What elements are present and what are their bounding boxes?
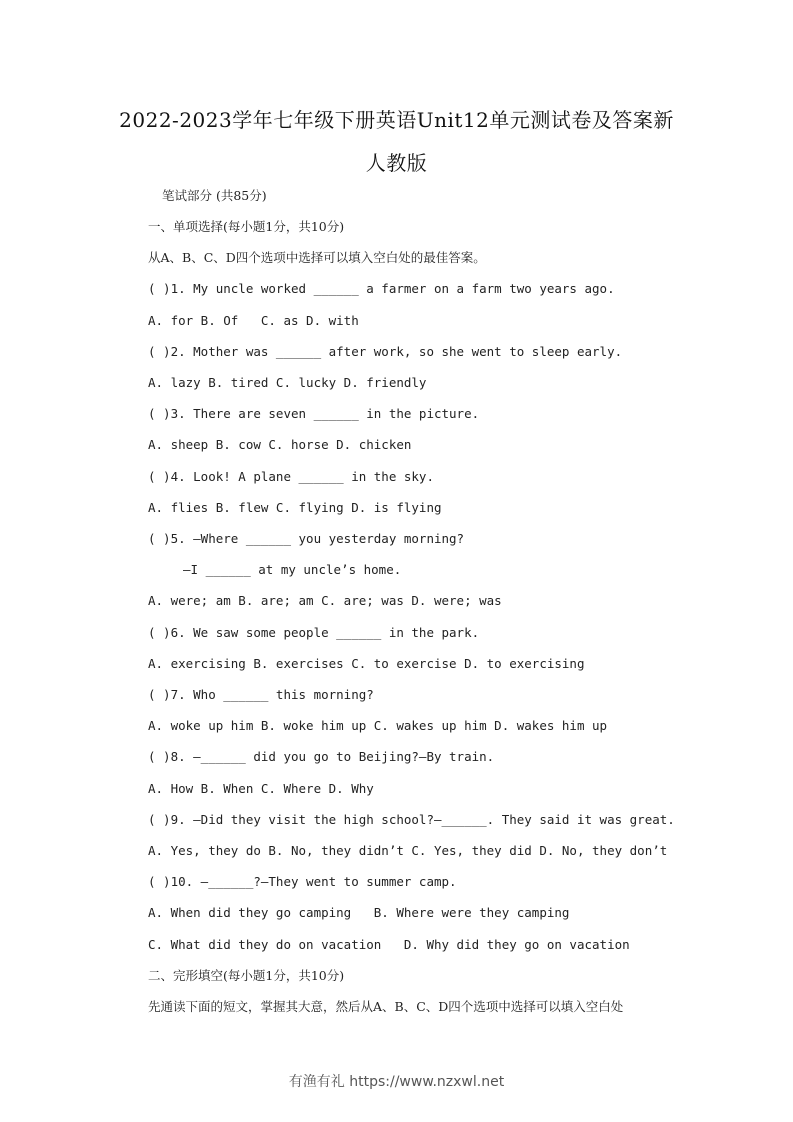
question-3: ( )3. There are seven ______ in the picture. (148, 406, 480, 421)
options-3: A. sheep B. cow C. horse D. chicken (148, 437, 412, 452)
section-written-part: 笔试部分 (共85分) (162, 188, 267, 203)
cloze-instruction: 先通读下面的短文，掌握其大意，然后从A、B、C、D四个选项中选择可以填入空白处 (148, 999, 624, 1014)
question-9: ( )9. —Did they visit the high school?—______. They said it was great. (148, 812, 675, 827)
document-title-line-1: 2022-2023学年七年级下册英语Unit12单元测试卷及答案新 (119, 108, 674, 132)
options-9: A. Yes, they do B. No, they didn’t C. Yes, they did D. No, they don’t (148, 843, 668, 858)
question-5: ( )5. —Where ______ you yesterday morning? (148, 531, 465, 546)
instruction-text: 从A、B、C、D四个选项中选择可以填入空白处的最佳答案。 (148, 250, 486, 265)
section-heading-cloze: 二、完形填空(每小题1分，共10分) (148, 968, 345, 983)
options-7: A. woke up him B. woke him up C. wakes up him D. wakes him up (148, 718, 608, 733)
options-4: A. flies B. flew C. flying D. is flying (148, 500, 442, 515)
question-6: ( )6. We saw some people ______ in the park. (148, 625, 480, 640)
options-5: A. were; am B. are; am C. are; was D. were; was (148, 593, 502, 608)
options-2: A. lazy B. tired C. lucky D. friendly (148, 375, 427, 390)
question-1: ( )1. My uncle worked ______ a farmer on a farm two years ago. (148, 281, 615, 296)
question-5-reply: —I ______ at my uncle’s home. (183, 562, 402, 577)
question-2: ( )2. Mother was ______ after work, so she went to sleep early. (148, 344, 623, 359)
document-title-line-2: 人教版 (365, 151, 428, 175)
question-10: ( )10. —______?—They went to summer camp. (148, 874, 457, 889)
footer-watermark: 有渔有礼 https://www.nzxwl.net (288, 1074, 505, 1090)
question-7: ( )7. Who ______ this morning? (148, 687, 374, 702)
section-heading-single-choice: 一、单项选择(每小题1分，共10分) (148, 219, 345, 234)
options-10-cd: C. What did they do on vacation D. Why did they go on vacation (148, 937, 630, 952)
question-4: ( )4. Look! A plane ______ in the sky. (148, 469, 434, 484)
options-1: A. for B. Of C. as D. with (148, 313, 359, 328)
options-10-ab: A. When did they go camping B. Where were they camping (148, 905, 570, 920)
options-8: A. How B. When C. Where D. Why (148, 781, 374, 796)
question-8: ( )8. —______ did you go to Beijing?—By train. (148, 749, 495, 764)
options-6: A. exercising B. exercises C. to exercise D. to exercising (148, 656, 585, 671)
